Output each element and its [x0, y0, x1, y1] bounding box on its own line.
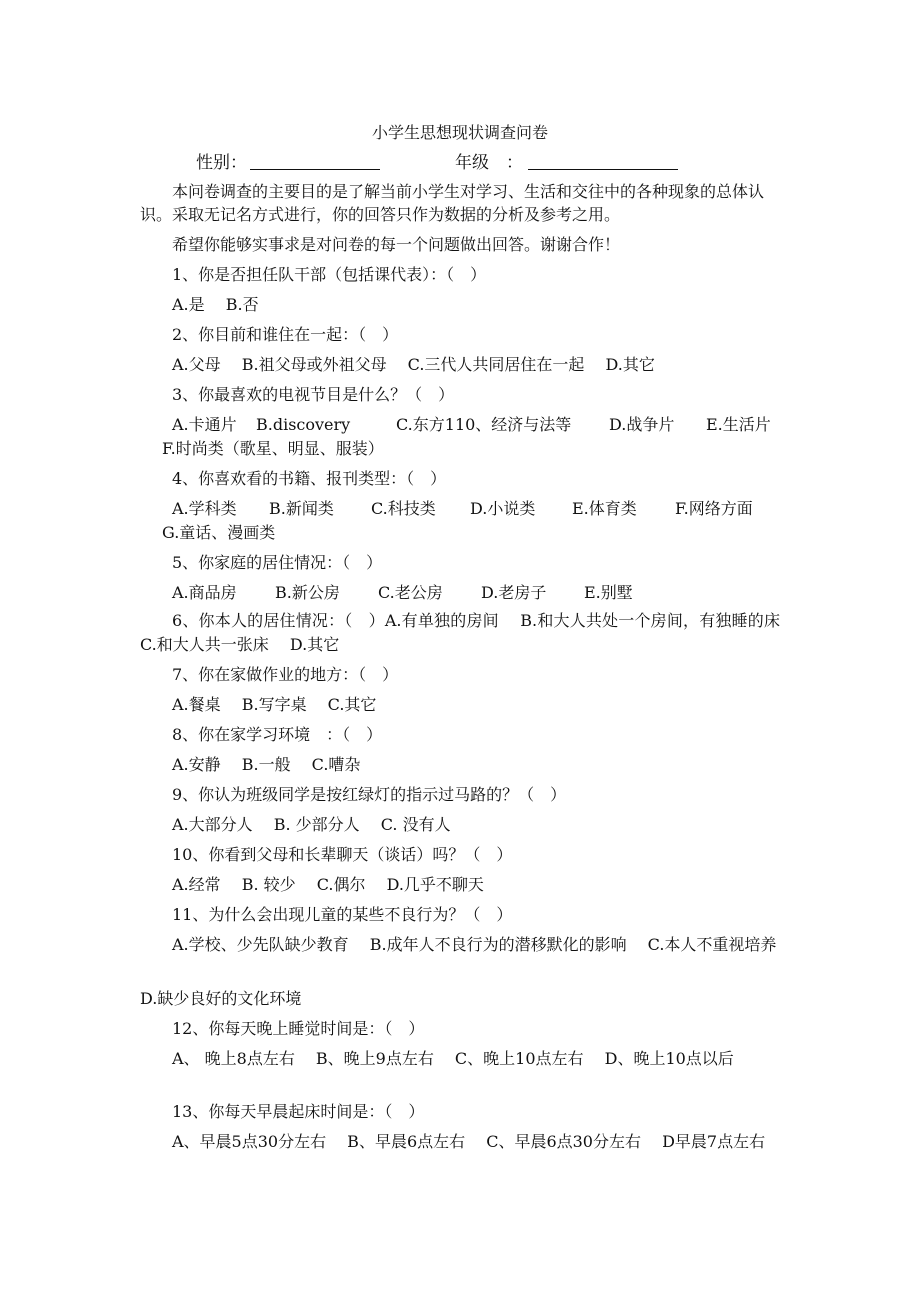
question-5: 5、你家庭的居住情况：（ ）	[172, 553, 383, 572]
question-12: 12、你每天晚上睡觉时间是：（ ）	[172, 1019, 425, 1038]
question-3-option-e: E.生活片	[706, 415, 771, 434]
question-5-option-a: A.商品房	[172, 583, 237, 602]
question-3-option-f: F.时尚类（歌星、明显、服装）	[162, 439, 384, 458]
question-4-option-a: A.学科类	[172, 499, 237, 518]
question-10: 10、你看到父母和长辈聊天（谈话）吗？（ ）	[172, 845, 513, 864]
question-5-option-c: C.老公房	[378, 583, 443, 602]
question-11-options: A.学校、少先队缺少教育 B.成年人不良行为的潜移默化的影响 C.本人不重视培养	[172, 935, 777, 954]
question-8-options: A.安静 B.一般 C.嘈杂	[172, 755, 361, 774]
question-4-option-b: B.新闻类	[269, 499, 334, 518]
question-6: 6、你本人的居住情况：（ ）A.有单独的房间 B.和大人共处一个房间，有独睡的床 C.和大人共一张床 D.其它	[140, 611, 802, 654]
question-5-option-d: D.老房子	[481, 583, 547, 602]
page-title: 小学生思想现状调查问卷	[371, 123, 548, 142]
question-7: 7、你在家做作业的地方：（ ）	[172, 665, 399, 684]
info-fields	[0, 148, 920, 174]
question-4-option-f: F.网络方面	[675, 499, 753, 518]
question-9-options: A.大部分人 B. 少部分人 C. 没有人	[172, 815, 451, 834]
grade-blank[interactable]	[528, 169, 678, 170]
intro-closing: 希望你能够实事求是对问卷的每一个问题做出回答。谢谢合作！	[172, 235, 621, 254]
question-4: 4、你喜欢看的书籍、报刊类型：（ ）	[172, 469, 447, 488]
question-13-options: A、早晨5点30分左右 B、早晨6点左右 C、早晨6点30分左右 D早晨7点左右	[172, 1132, 766, 1151]
question-3-option-b: B.discovery	[256, 415, 351, 434]
question-8: 8、你在家学习环境 ：（ ）	[172, 725, 383, 744]
question-2-options: A.父母 B.祖父母或外祖父母 C.三代人共同居住在一起 D.其它	[172, 355, 655, 374]
question-13: 13、你每天早晨起床时间是：（ ）	[172, 1102, 425, 1121]
intro-paragraph: 本问卷调查的主要目的是了解当前小学生对学习、生活和交往中的各种现象的总体认识。采取无记名方式进行，你的回答只作为数据的分析及参考之用。	[140, 182, 765, 224]
question-3-option-c: C.东方110、经济与法等	[396, 415, 572, 434]
question-4-option-c: C.科技类	[371, 499, 436, 518]
question-4-option-d: D.小说类	[470, 499, 536, 518]
question-3-option-d: D.战争片	[609, 415, 675, 434]
question-1: 1、你是否担任队干部（包括课代表）：（ ）	[172, 265, 487, 284]
gender-blank[interactable]	[250, 169, 380, 170]
question-1-options: A.是 B.否	[172, 295, 259, 314]
question-4-option-e: E.体育类	[572, 499, 637, 518]
question-5-option-b: B.新公房	[275, 583, 340, 602]
question-9: 9、你认为班级同学是按红绿灯的指示过马路的？（ ）	[172, 785, 567, 804]
question-3-option-a: A.卡通片	[172, 415, 237, 434]
question-10-options: A.经常 B. 较少 C.偶尔 D.几乎不聊天	[172, 875, 484, 894]
question-12-options: A、 晚上8点左右 B、晚上9点左右 C、晚上10点左右 D、晚上10点以后	[172, 1049, 734, 1068]
gender-label: 性别：	[196, 153, 247, 173]
question-11: 11、为什么会出现儿童的某些不良行为？（ ）	[172, 905, 513, 924]
question-2: 2、你目前和谁住在一起：（ ）	[172, 325, 399, 344]
grade-label: 年级 ：	[455, 153, 523, 173]
question-11-option-d: D.缺少良好的文化环境	[140, 989, 302, 1008]
question-5-option-e: E.别墅	[584, 583, 633, 602]
question-7-options: A.餐桌 B.写字桌 C.其它	[172, 695, 377, 714]
question-4-option-g: G.童话、漫画类	[162, 523, 276, 542]
question-3: 3、你最喜欢的电视节目是什么？（ ）	[172, 385, 455, 404]
